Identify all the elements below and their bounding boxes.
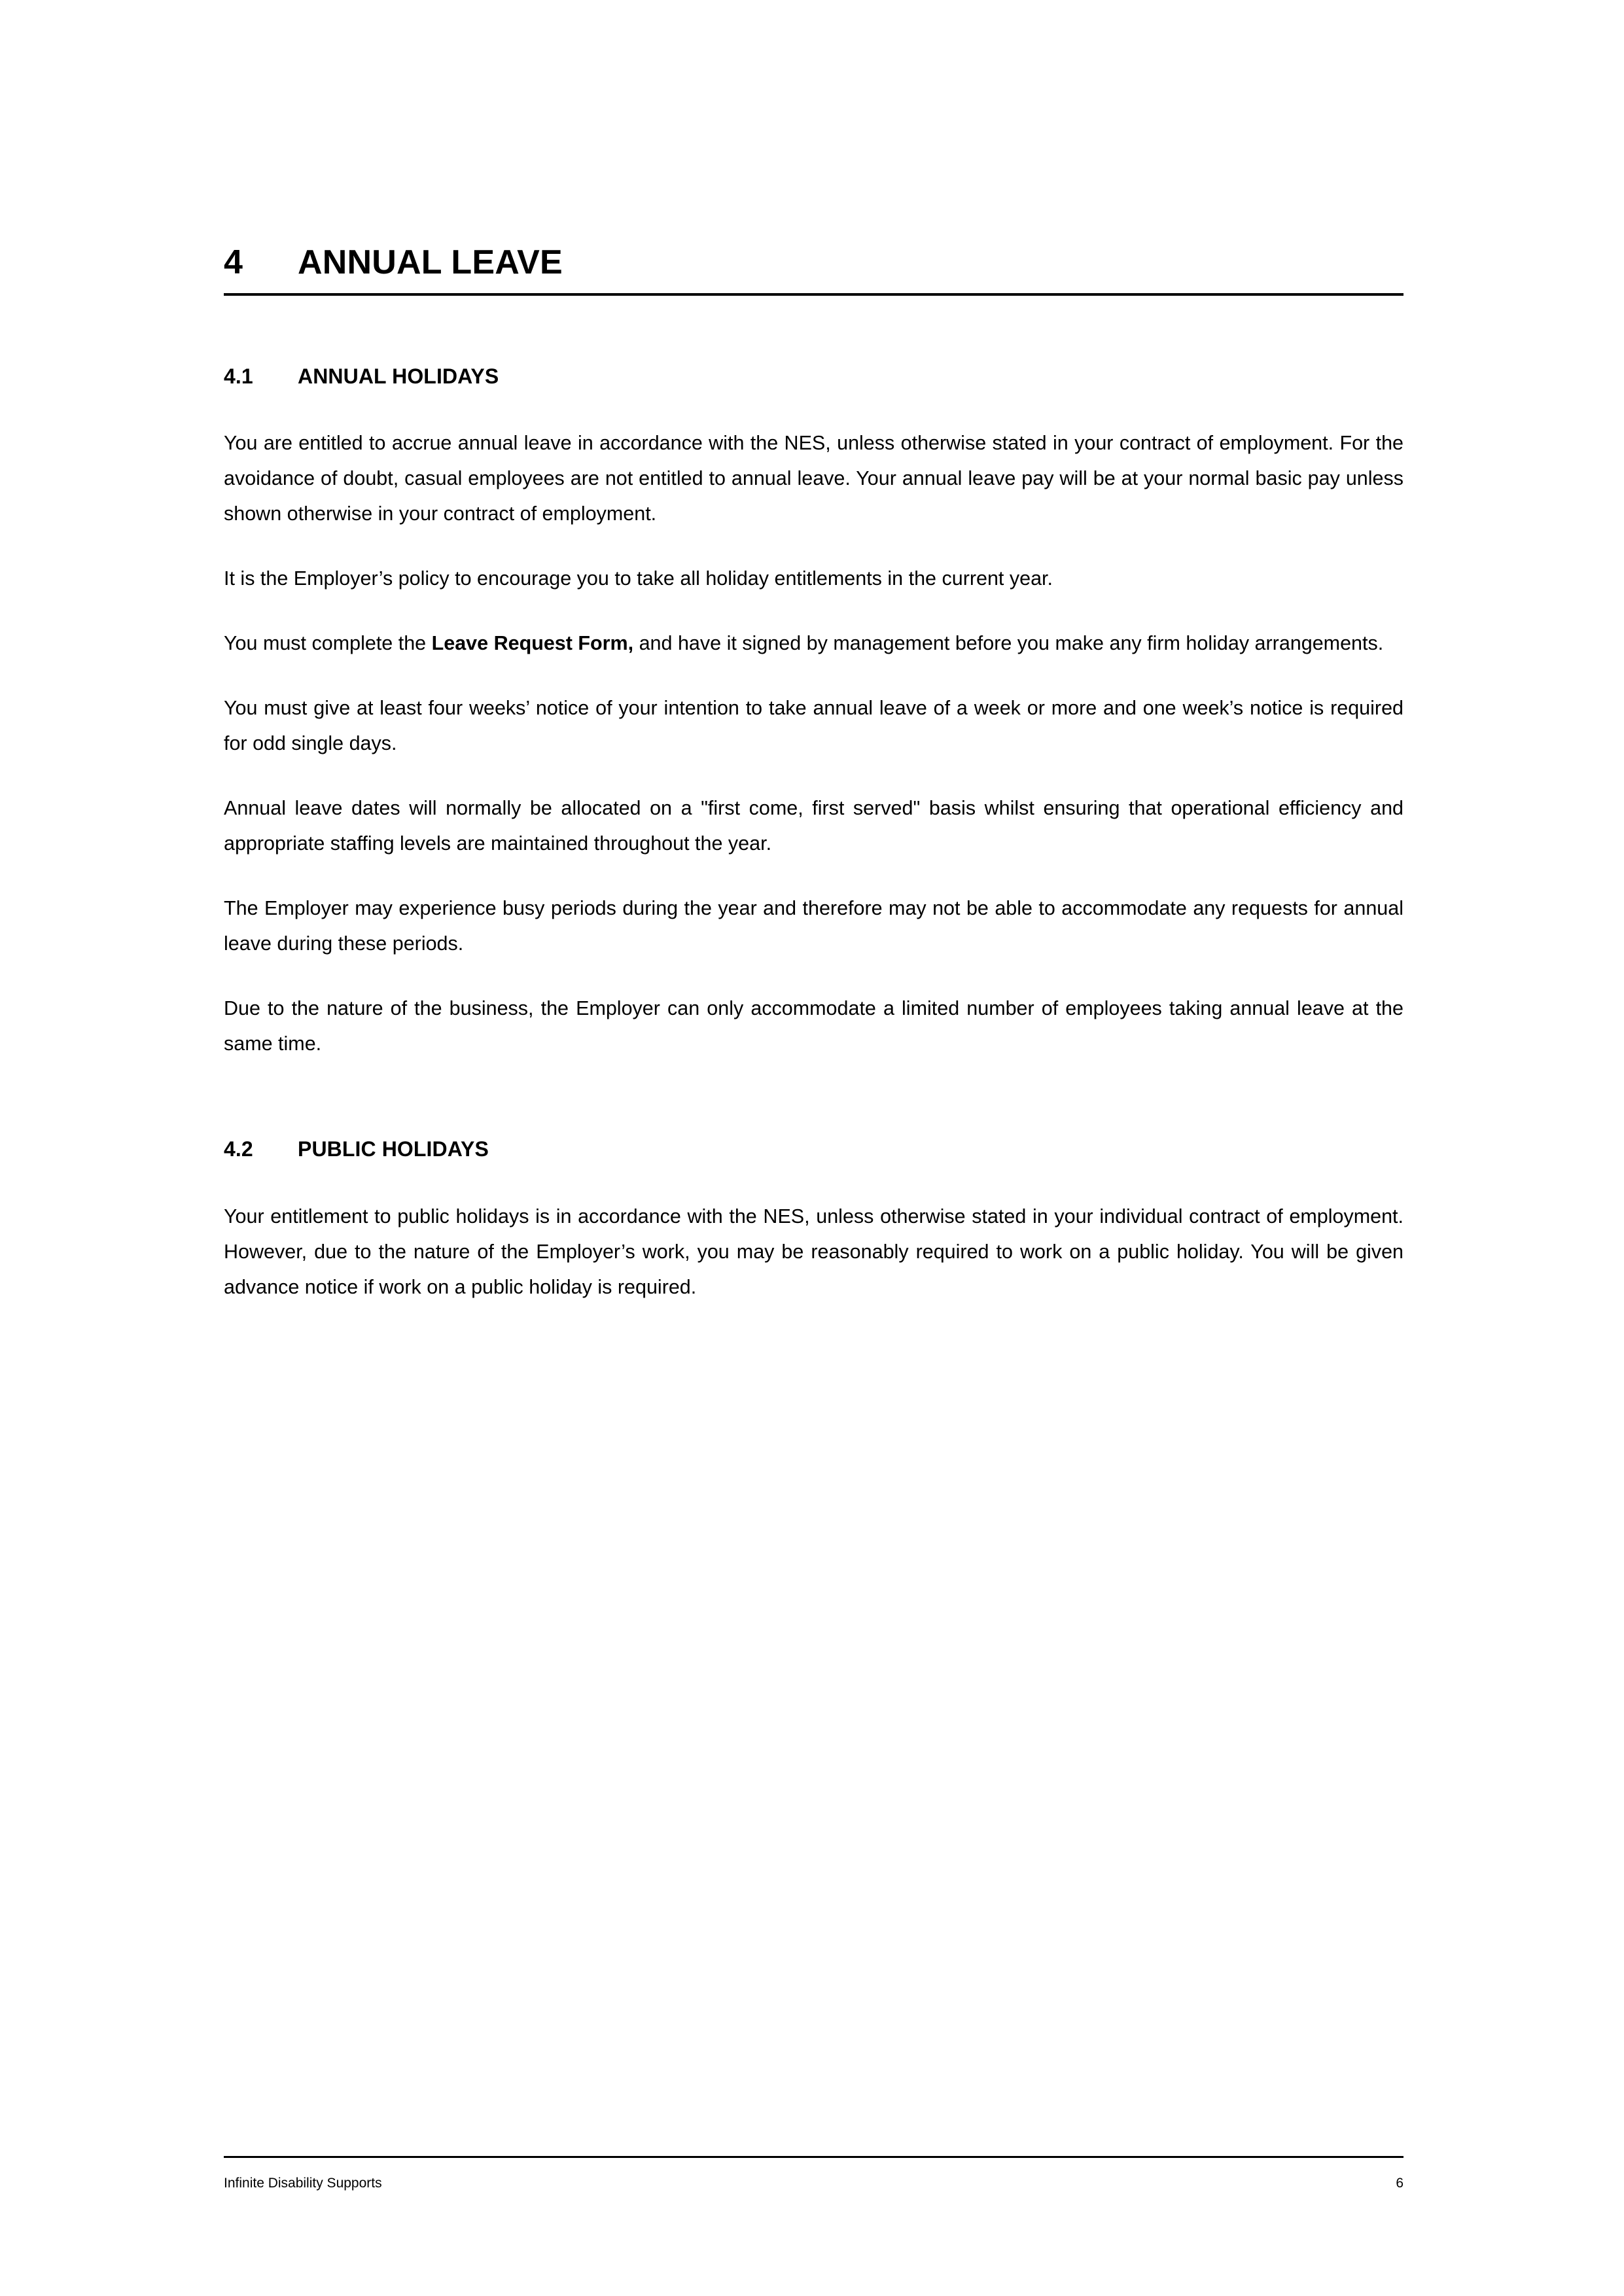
- chapter-title: ANNUAL LEAVE: [298, 243, 563, 281]
- section-heading-public-holidays: [224, 1061, 1403, 1161]
- section-title: ANNUAL HOLIDAYS: [298, 364, 499, 388]
- paragraph-entitlement: You are entitled to accrue annual leave in accordance with the NES, unless otherwise stated in your contract of employment. For the avoidance of doubt, casual employees are not entitled to annual leave. Your annual leave pay will be at your normal basic pay unless shown otherwise in your contract of employment.: [224, 432, 1403, 525]
- paragraph-first-come-first-served: Annual leave dates will normally be allocated on a "first come, first served" basis whilst ensuring that operational efficiency and appropriate staffing levels are maintained throughout the year.: [224, 797, 1403, 855]
- footer-organisation-name: Infinite Disability Supports: [224, 2176, 382, 2191]
- chapter-heading-rule: [224, 293, 1403, 296]
- section-number: 4.2: [224, 1137, 253, 1161]
- leave-request-form-emphasis: Leave Request Form,: [431, 632, 634, 655]
- paragraph-notice-period: You must give at least four weeks’ notice of your intention to take annual leave of a week or more and one week’s notice is required for odd single days.: [224, 697, 1403, 755]
- section-heading-annual-holidays: [224, 301, 1403, 389]
- document-content: [224, 0, 1403, 1305]
- leave-request-text-before: You must complete the: [224, 632, 432, 655]
- chapter-number: 4: [224, 243, 243, 281]
- paragraph-limited-number: Due to the nature of the business, the Employer can only accommodate a limited number of employees taking annual leave at the same time.: [224, 997, 1403, 1055]
- paragraph-busy-periods: The Employer may experience busy periods during the year and therefore may not be able to accommodate any requests for annual leave during these periods.: [224, 897, 1403, 955]
- paragraph-policy-encourage: It is the Employer’s policy to encourage you to take all holiday entitlements in the current year.: [224, 567, 1053, 590]
- paragraph-public-holiday-entitlement: Your entitlement to public holidays is in accordance with the NES, unless otherwise stated in your individual contract of employment. However, due to the nature of the Employer’s work, you may be reasonably required to work on a public holiday. You will be given advance notice if work on a public holiday is required.: [224, 1205, 1403, 1298]
- chapter-heading: [224, 0, 1403, 283]
- footer-row: [224, 2158, 1403, 2191]
- leave-request-text-after: and have it signed by management before you make any firm holiday arrangements.: [633, 632, 1384, 655]
- section-title: PUBLIC HOLIDAYS: [298, 1137, 489, 1161]
- footer-page-number: 6: [1396, 2176, 1403, 2191]
- section-number: 4.1: [224, 364, 253, 388]
- page-footer: [224, 2156, 1403, 2191]
- paragraph-leave-request-form: [224, 596, 1403, 661]
